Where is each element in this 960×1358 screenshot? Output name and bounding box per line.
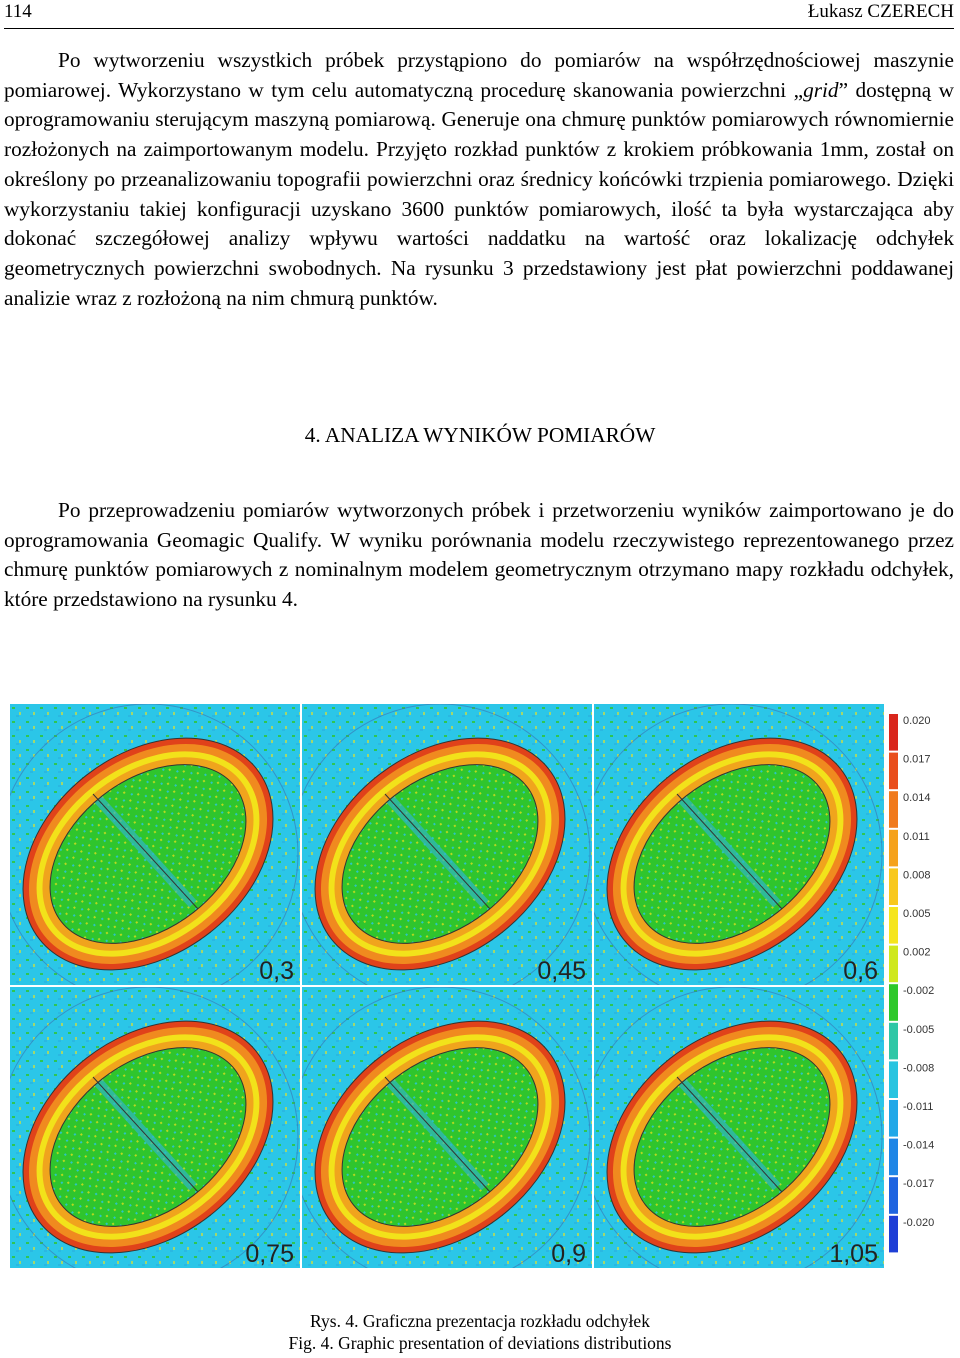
scale-swatch xyxy=(889,907,898,944)
running-header xyxy=(4,0,954,29)
paragraph-measurement xyxy=(4,46,954,313)
scale-swatch xyxy=(889,984,898,1021)
scale-swatch xyxy=(889,791,898,828)
scale-swatch xyxy=(889,1216,898,1253)
deviation-map-panel xyxy=(270,704,611,1018)
scale-tick-label: -0.008 xyxy=(903,1062,935,1075)
panel-allowance-label: 0,3 xyxy=(259,957,294,985)
panel-allowance-label: 0,75 xyxy=(245,1240,294,1268)
paragraph-text-part1: Po wytworzeniu wszystkich próbek przystąpiono do pomiarów na współrzędnościowej maszynie pomiarowej. Wykorzystano w tym celu automatyczną procedurę skanowania powierzchni „ xyxy=(4,48,954,102)
paragraph-analysis: Po przeprowadzeniu pomiarów wytworzonych próbek i przetworzeniu wyników zaimportowano je do oprogramowania Geomagic Qualify. W wyniku porównania modelu rzeczywistego reprezentowanego przez chmurę punktów pomiarowych z nominalnym modelem geometrycznym otrzymano mapy rozkładu odchyłek, które przedstawiono na rysunku 4. xyxy=(4,498,954,612)
scale-tick-label: 0.008 xyxy=(903,869,931,882)
panel-allowance-label: 1,05 xyxy=(829,1240,878,1268)
scale-tick-label: -0.020 xyxy=(903,1216,935,1229)
scale-tick-label: 0.005 xyxy=(903,908,931,920)
scale-swatch xyxy=(889,1023,898,1060)
scale-swatch xyxy=(889,868,898,905)
deviation-map-panel xyxy=(562,973,903,1270)
panel-allowance-label: 0,6 xyxy=(843,957,878,985)
color-scale-legend xyxy=(887,704,957,1268)
panel-allowance-label: 0,9 xyxy=(551,1240,586,1268)
scale-tick-label: -0.014 xyxy=(903,1139,935,1152)
scale-tick-label: 0.002 xyxy=(903,946,931,959)
scale-swatch xyxy=(889,1061,898,1098)
scale-tick-label: -0.011 xyxy=(903,1101,934,1113)
deviation-map-panel xyxy=(562,704,903,1018)
scale-swatch xyxy=(889,753,898,790)
scale-tick-label: 0.020 xyxy=(903,715,931,727)
panel-allowance-label: 0,45 xyxy=(537,957,586,985)
running-author: Łukasz CZERECH xyxy=(807,1,954,22)
scale-swatch xyxy=(889,1177,898,1214)
scale-tick-label: -0.017 xyxy=(903,1178,935,1191)
section-heading: 4. ANALIZA WYNIKÓW POMIARÓW xyxy=(304,423,656,447)
figure-caption-pl: Rys. 4. Graficzna prezentacja rozkładu odchyłek xyxy=(310,1311,650,1331)
scale-tick-label: -0.005 xyxy=(903,1023,935,1036)
paragraph-text-part2: ” dostępną w oprogramowaniu sterującym maszyną pomiarową. Generuje ona chmurę punktów pomiarowych równomiernie rozłożonych na zaimportowanym modelu. Przyjęto rozkład punktów z krokiem próbkowania 1mm, został on określony po przeanalizowaniu topografii powierzchni oraz średnicy końcówki trzpienia pomiarowego. Dzięki wykorzystaniu takiej konfiguracji uzyskano 3600 punktów pomiarowych, ilość ta była wystarczająca aby dokonać szczegółowej analizy wpływu wartości naddatku na wartość oraz lokalizację odchyłek geometrycznych powierzchni swobodnych. Na rysunku 3 przedstawiony jest płat powierzchni poddawanej analizie wraz z rozłożoną na nim chmurą punktów. xyxy=(4,77,954,310)
scale-tick-label: -0.002 xyxy=(903,985,935,998)
page-number: 114 xyxy=(4,1,32,22)
scale-swatch xyxy=(889,946,898,983)
deviation-maps-figure xyxy=(10,704,958,1270)
scale-tick-label: 0.014 xyxy=(903,792,931,805)
scale-swatch xyxy=(889,1100,898,1137)
scale-tick-label: 0.011 xyxy=(903,830,930,843)
scale-swatch xyxy=(889,830,898,867)
scale-swatch xyxy=(889,1139,898,1176)
figure-caption-en: Fig. 4. Graphic presentation of deviations distributions xyxy=(288,1333,672,1353)
deviation-map-panel xyxy=(270,973,611,1270)
scale-tick-label: 0.017 xyxy=(903,753,931,766)
scale-swatch xyxy=(889,714,898,751)
italic-term-grid: grid xyxy=(803,77,839,102)
deviation-map-panel xyxy=(10,973,318,1270)
deviation-map-panel xyxy=(10,704,318,1018)
